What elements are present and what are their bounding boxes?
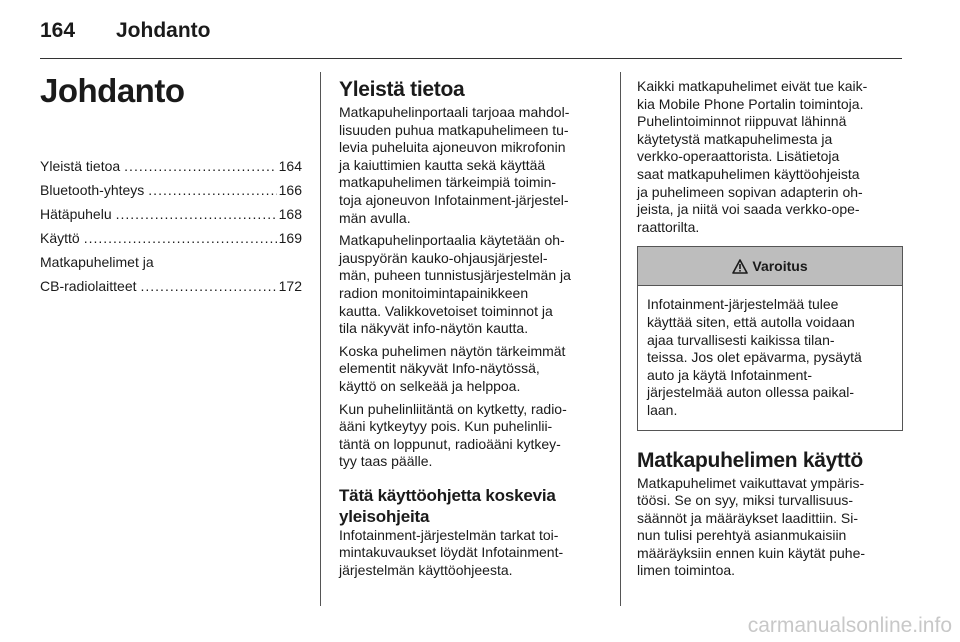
toc-leader (148, 178, 276, 202)
toc-page: 169 (278, 230, 302, 246)
chapter-title: Johdanto (40, 72, 185, 109)
watermark: carmanualsonline.info (747, 614, 952, 637)
toc-leader (124, 154, 276, 178)
toc-page: 172 (278, 278, 302, 294)
paragraph: Matkapuhelimet vaikuttavat ympäris- töösi. Se on syy, miksi turvallisuus- säännöt ja määräykset laadittiin. Si- nun tulisi perehtyä asianmukaisiin määräyksiin ennen kuin käytät puhe- limen toimintoa. (637, 474, 866, 579)
paragraph: Infotainment-järjestelmän tarkat toi- mintakuvaukset löydät Infotainment- järjestelmän käyttöohjeesta. (339, 526, 564, 579)
paragraph: Koska puhelimen näytön tärkeimmät elementit näkyvät Info-näytössä, käyttö on selkeää ja helppoa. (339, 342, 566, 394)
toc-column (40, 72, 302, 298)
toc-label: Bluetooth-yhteys (40, 182, 145, 198)
toc-item[interactable] (40, 154, 302, 178)
paragraph: Matkapuhelinportaalia käytetään oh- jauspyörän kauko-ohjausjärjestel- män, puheen tunnistusjärjestelmän ja radion monitoimintapainikkeen kautta. Valikkovetoiset toiminnot ja tila näkyvät info-näytön kautta. (339, 232, 571, 337)
subsection-heading: Tätä käyttöohjetta koskevia yleisohjeita (339, 485, 556, 526)
toc-page: 166 (278, 182, 302, 198)
section-heading: Yleistä tietoa (339, 78, 465, 101)
column-divider-right (620, 72, 621, 606)
toc-label: Yleistä tietoa (40, 158, 121, 174)
toc-leader (141, 274, 277, 298)
toc-item[interactable] (40, 202, 302, 226)
running-title: Johdanto (116, 19, 211, 42)
toc-item[interactable] (40, 178, 302, 202)
page-number: 164 (40, 19, 76, 42)
toc-leader (84, 226, 277, 250)
toc-item[interactable] (40, 250, 302, 298)
toc-item[interactable] (40, 226, 302, 250)
warning-triangle-icon (732, 259, 748, 274)
header-rule (40, 58, 902, 59)
right-column (637, 78, 903, 585)
paragraph: Kun puhelinliitäntä on kytketty, radio- ääni kytkeytyy pois. Kun puhelinlii- täntä on loppunut, radioääni kytkey- tyy taas päälle. (339, 400, 567, 470)
toc-label: Käyttö (40, 230, 80, 246)
warning-header (638, 247, 902, 286)
warning-text: Infotainment-järjestelmää tulee käyttää siten, että autolla voidaan ajaa turvallisesti kaikissa tilan- teissa. Jos olet epävarma, pysäytä auto ja käytä Infotainment- järjestelmää auton ollessa paikal- laan. (647, 296, 862, 418)
toc-label: CB-radiolaitteet (40, 278, 137, 294)
section-heading: Matkapuhelimen käyttö (637, 448, 863, 472)
warning-title: Varoitus (752, 258, 808, 275)
middle-column (339, 78, 605, 585)
toc-label: Matkapuhelimet ja (40, 254, 154, 270)
paragraph: Matkapuhelinportaali tarjoaa mahdol- lisuuden puhua matkapuhelimeen tu- levia puheluita ajoneuvon mikrofonin ja kaiuttimien kautta sekä käyttää matkapuhelimen tärkeimpiä toimin- toja ajoneuvon Infotainment-järjestel- män avulla. (339, 104, 570, 226)
toc-leader (116, 202, 277, 226)
table-of-contents (40, 154, 302, 298)
warning-box (637, 246, 903, 430)
toc-page: 164 (278, 158, 302, 174)
column-divider-left (320, 72, 321, 606)
paragraph: Kaikki matkapuhelimet eivät tue kaik- kia Mobile Phone Portalin toimintoja. Puhelintoiminnot riippuvat lähinnä käytetystä matkapuhelimesta ja verkko-operaattorista. Lisätietoja saat matkapuhelimen käyttöohjeista ja puhelimeen sopivan adapterin oh- jeista, ja niitä voi saada verkko-ope- raattorilta. (637, 78, 868, 235)
toc-page: 168 (278, 206, 302, 222)
toc-label: Hätäpuhelu (40, 206, 112, 222)
